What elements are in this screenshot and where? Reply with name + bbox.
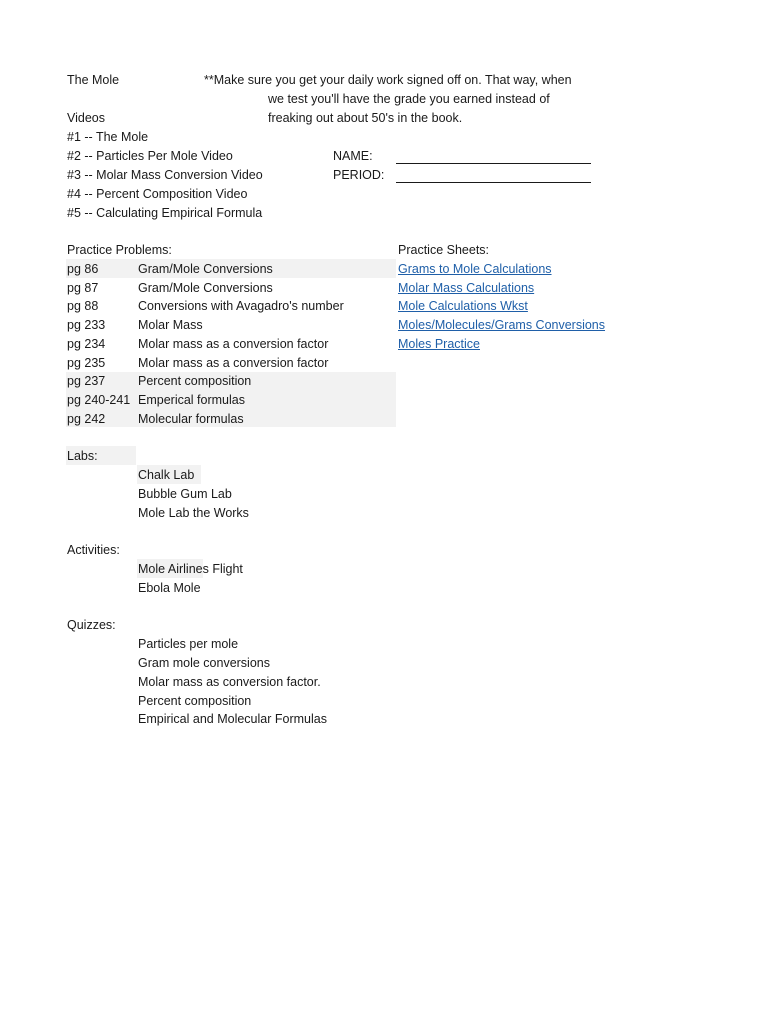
- lab-item: Chalk Lab: [138, 468, 195, 482]
- lab-item: Mole Lab the Works: [138, 506, 249, 520]
- video-item: #2 -- Particles Per Mole Video: [67, 149, 233, 163]
- problem-topic: Gram/Mole Conversions: [138, 281, 273, 295]
- problem-topic: Gram/Mole Conversions: [138, 262, 273, 276]
- problem-topic: Molar mass as a conversion factor: [138, 337, 329, 351]
- page-title: The Mole: [67, 73, 120, 87]
- practice-problems-heading: Practice Problems:: [67, 243, 172, 257]
- activity-item: Mole Airlines Flight: [138, 562, 243, 576]
- problem-topic: Conversions with Avagadro's number: [138, 299, 344, 313]
- quiz-item: Percent composition: [138, 694, 252, 708]
- quiz-item: Molar mass as conversion factor.: [138, 675, 321, 689]
- practice-sheet-link[interactable]: Moles/Molecules/Grams Conversions: [398, 318, 606, 332]
- video-item: #4 -- Percent Composition Video: [67, 187, 248, 201]
- labs-heading: Labs:: [67, 449, 98, 463]
- quiz-item: Gram mole conversions: [138, 656, 270, 670]
- name-label: NAME:: [333, 149, 373, 163]
- videos-heading: Videos: [67, 111, 105, 125]
- practice-sheets-heading: Practice Sheets:: [398, 243, 490, 257]
- problem-page: pg 88: [67, 299, 99, 313]
- lab-item: Bubble Gum Lab: [138, 487, 232, 501]
- video-item: #5 -- Calculating Empirical Formula: [67, 206, 263, 220]
- practice-sheet-link[interactable]: Moles Practice: [398, 337, 480, 351]
- quiz-item: Empirical and Molecular Formulas: [138, 712, 327, 726]
- note-line-2: we test you'll have the grade you earned instead of: [268, 92, 550, 106]
- note-line-1: **Make sure you get your daily work signed off on. That way, when: [204, 73, 572, 87]
- name-field-line[interactable]: [396, 163, 591, 164]
- note-line-3: freaking out about 50's in the book.: [268, 111, 463, 125]
- period-label: PERIOD:: [333, 168, 385, 182]
- problem-topic: Molar mass as a conversion factor: [138, 356, 329, 370]
- period-field-line[interactable]: [396, 182, 591, 183]
- problem-topic: Molar Mass: [138, 318, 203, 332]
- problem-page: pg 233: [67, 318, 106, 332]
- activities-heading: Activities:: [67, 543, 120, 557]
- problem-topic: Molecular formulas: [138, 412, 244, 426]
- quizzes-heading: Quizzes:: [67, 618, 116, 632]
- problem-topic: Emperical formulas: [138, 393, 245, 407]
- quiz-item: Particles per mole: [138, 637, 239, 651]
- practice-sheet-link[interactable]: Mole Calculations Wkst: [398, 299, 528, 313]
- problem-page: pg 234: [67, 337, 106, 351]
- activity-item: Ebola Mole: [138, 581, 201, 595]
- video-item: #1 -- The Mole: [67, 130, 149, 144]
- practice-sheet-link[interactable]: Grams to Mole Calculations: [398, 262, 552, 276]
- problem-page: pg 242: [67, 412, 106, 426]
- video-item: #3 -- Molar Mass Conversion Video: [67, 168, 263, 182]
- problem-page: pg 86: [67, 262, 99, 276]
- problem-page: pg 237: [67, 374, 106, 388]
- problem-page: pg 235: [67, 356, 106, 370]
- practice-sheet-link[interactable]: Molar Mass Calculations: [398, 281, 535, 295]
- problem-page: pg 87: [67, 281, 99, 295]
- problem-page: pg 240-241: [67, 393, 131, 407]
- problem-topic: Percent composition: [138, 374, 252, 388]
